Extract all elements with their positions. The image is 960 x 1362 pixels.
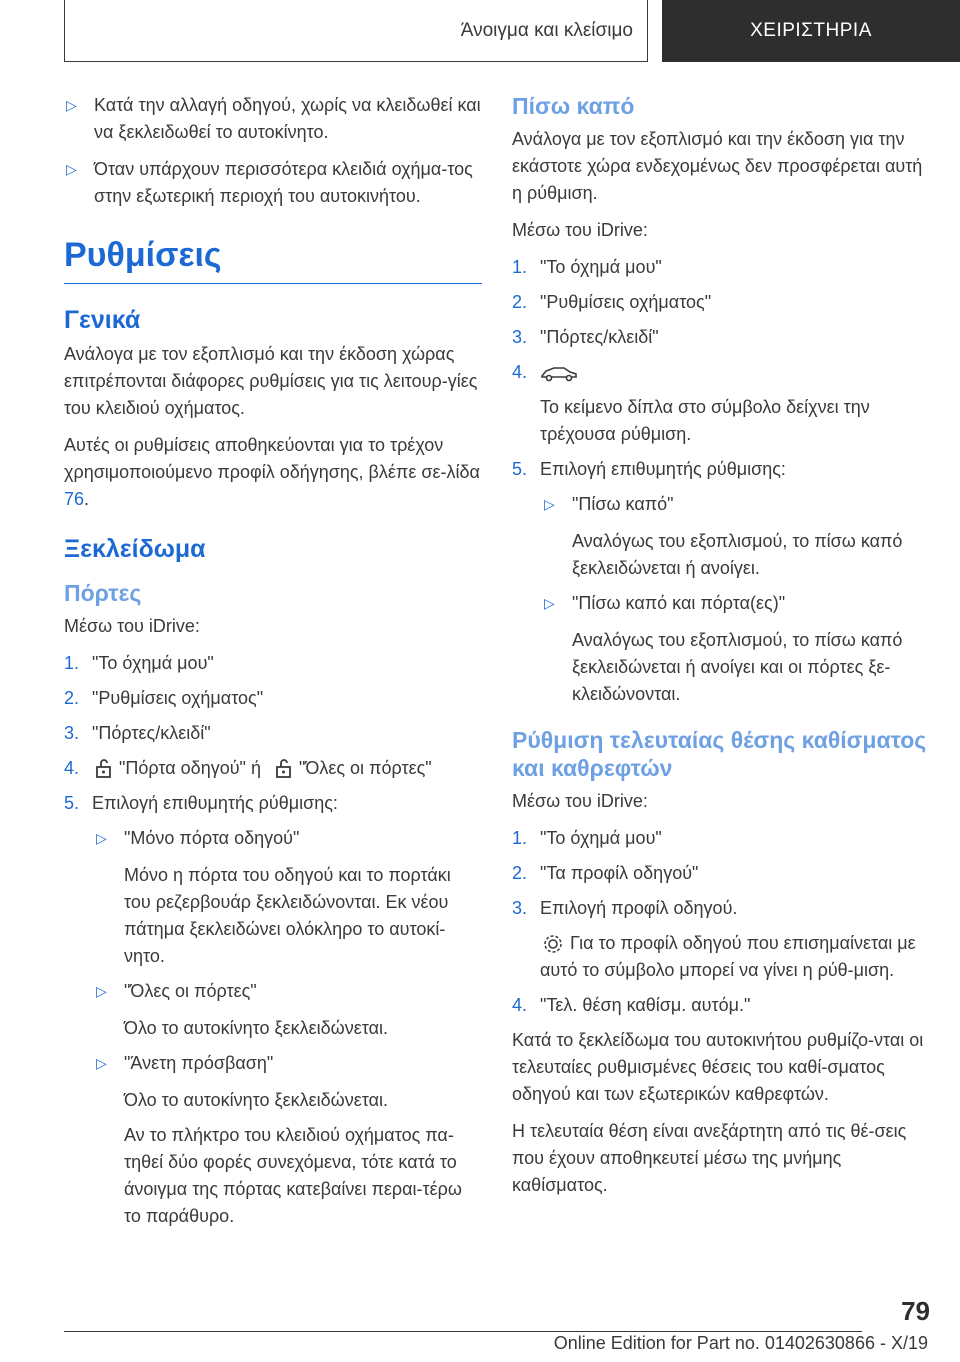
step-item: 2. "Ρυθμίσεις οχήματος" bbox=[64, 688, 264, 708]
via-idrive: Μέσω του iDrive: bbox=[512, 791, 648, 811]
list-item: ▷ "Μόνο πόρτα οδηγού" bbox=[94, 825, 482, 852]
list-item: ▷ "Πίσω καπό και πόρτα(ες)" bbox=[542, 590, 930, 617]
bullet-triangle-icon: ▷ bbox=[96, 1055, 107, 1071]
door-unlock-icon bbox=[272, 759, 294, 779]
general-paragraph-1: Ανάλογα με τον εξοπλισμό και την έκδοση χώρας επιτρέπονται διάφορες ρυθμίσεις για τις λειτουρ-γίες του κλειδιού οχήματος. bbox=[64, 344, 478, 418]
right-column bbox=[512, 92, 930, 1209]
page-header bbox=[64, 0, 960, 64]
footer-edition: Online Edition for Part no. 01402630866 - X/19 bbox=[553, 1333, 928, 1353]
chapter-title: ΧΕΙΡΙΣΤΗΡΙΑ bbox=[662, 0, 960, 62]
page-link[interactable]: 76 bbox=[64, 489, 85, 509]
heading-general: Γενικά bbox=[64, 306, 141, 334]
list-item: ▷ "Όλες οι πόρτες" bbox=[94, 978, 482, 1005]
bullet-triangle-icon: ▷ bbox=[544, 595, 555, 611]
bullet-triangle-icon: ▷ bbox=[66, 97, 77, 113]
bullet-triangle-icon: ▷ bbox=[96, 983, 107, 999]
car-icon bbox=[540, 364, 578, 382]
option-list bbox=[64, 825, 482, 1230]
step-note: Για το προφίλ οδηγού που επισημαίνεται με αυτό το σύμβολο μπορεί να γίνει η ρύθ-μιση. bbox=[540, 933, 916, 980]
option-description: Όλο το αυτοκίνητο ξεκλειδώνεται. bbox=[124, 1090, 389, 1110]
page-number: 79 bbox=[901, 1296, 930, 1326]
via-idrive: Μέσω του iDrive: bbox=[64, 616, 200, 636]
step-item: 5. Επιλογή επιθυμητής ρύθμισης: bbox=[64, 793, 338, 813]
option-description: Αναλόγως του εξοπλισμού, το πίσω καπό ξεκλειδώνεται ή ανοίγει και οι πόρτες ξε-κλειδώνονται. bbox=[572, 630, 903, 704]
heading-doors: Πόρτες bbox=[64, 580, 142, 606]
step-item: 1. "Το όχημά μου" bbox=[512, 257, 662, 277]
step-item: 3. "Πόρτες/κλειδί" bbox=[64, 723, 211, 743]
bullet-triangle-icon: ▷ bbox=[66, 161, 77, 177]
option-description: Όλο το αυτοκίνητο ξεκλειδώνεται. bbox=[124, 1018, 389, 1038]
gear-icon bbox=[542, 933, 564, 955]
heading-seat-position: Ρύθμιση τελευταίας θέσης καθίσματος και καθρεφτών bbox=[512, 727, 927, 781]
step-item: 1. "Το όχημά μου" bbox=[512, 828, 662, 848]
step-description: Το κείμενο δίπλα στο σύμβολο δείχνει την τρέχουσα ρύθμιση. bbox=[540, 397, 870, 444]
list-item: ▷ Όταν υπάρχουν περισσότερα κλειδιά οχήμα-τος στην εξωτερική περιοχή του αυτοκινήτου. bbox=[64, 156, 482, 210]
step-item: 4. "Πόρτα οδηγού" ή "Όλες οι πόρτες" bbox=[64, 758, 432, 778]
list-item: ▷ Κατά την αλλαγή οδηγού, χωρίς να κλειδωθεί και να ξεκλειδωθεί το αυτοκίνητο. bbox=[64, 92, 482, 146]
seat-paragraph-2: Η τελευταία θέση είναι ανεξάρτητη από τις θέ-σεις που έχουν αποθηκευτεί μέσω της μνήμης καθίσματος. bbox=[512, 1121, 907, 1195]
door-unlock-icon bbox=[92, 759, 114, 779]
heading-tailgate: Πίσω καπό bbox=[512, 93, 635, 119]
section-title: Άνοιγμα και κλείσιμο bbox=[64, 0, 648, 62]
option-list bbox=[512, 491, 930, 708]
via-idrive: Μέσω του iDrive: bbox=[512, 220, 648, 240]
seat-paragraph-1: Κατά το ξεκλείδωμα του αυτοκινήτου ρυθμίζο-νται οι τελευταίες ρυθμισμένες θέσεις του καθί-σματος οδηγού και των εξωτερικών καθρεφτών. bbox=[512, 1030, 924, 1104]
step-item: 2. "Τα προφίλ οδηγού" bbox=[512, 863, 699, 883]
step-item: 5. Επιλογή επιθυμητής ρύθμισης: bbox=[512, 459, 786, 479]
step-item: 4. bbox=[512, 359, 930, 386]
list-item: ▷ "Άνετη πρόσβαση" bbox=[94, 1050, 482, 1077]
footer-divider bbox=[64, 1331, 862, 1332]
option-description: Μόνο η πόρτα του οδηγού και το πορτάκι του ρεζερβουάρ ξεκλειδώνονται. Εκ νέου πάτημα ξεκλειδώνει ολόκληρο το αυτοκί-νητο. bbox=[124, 865, 451, 966]
option-description: Αναλόγως του εξοπλισμού, το πίσω καπό ξεκλειδώνεται ή ανοίγει. bbox=[572, 531, 903, 578]
step-item: 4. "Τελ. θέση καθίσμ. αυτόμ." bbox=[512, 995, 751, 1015]
step-item: 2. "Ρυθμίσεις οχήματος" bbox=[512, 292, 712, 312]
bullet-triangle-icon: ▷ bbox=[544, 496, 555, 512]
heading-unlock: Ξεκλείδωμα bbox=[64, 535, 206, 563]
step-item: 3. "Πόρτες/κλειδί" bbox=[512, 327, 659, 347]
left-column bbox=[64, 92, 482, 1238]
section-heading-settings: Ρυθμίσεις bbox=[64, 236, 482, 284]
step-item: 3. Επιλογή προφίλ οδηγού. bbox=[512, 898, 738, 918]
general-paragraph-2: Αυτές οι ρυθμίσεις αποθηκεύονται για το τρέχον χρησιμοποιούμενο προφίλ οδήγησης, βλέπε σε-λίδα 76. bbox=[64, 435, 480, 509]
bullet-triangle-icon: ▷ bbox=[96, 830, 107, 846]
option-description: Αν το πλήκτρο του κλειδιού οχήματος πα-τηθεί δύο φορές συνεχόμενα, τότε κατά το άνοιγμα της πόρτας κατεβαίνει περαι-τέρω το παράθυρο. bbox=[124, 1125, 462, 1226]
list-item: ▷ "Πίσω καπό" bbox=[542, 491, 930, 518]
tailgate-paragraph: Ανάλογα με τον εξοπλισμό και την έκδοση για την εκάστοτε χώρα ενδεχομένως δεν προσφέρεται αυτή η ρύθμιση. bbox=[512, 129, 923, 203]
step-item: 1. "Το όχημά μου" bbox=[64, 653, 214, 673]
